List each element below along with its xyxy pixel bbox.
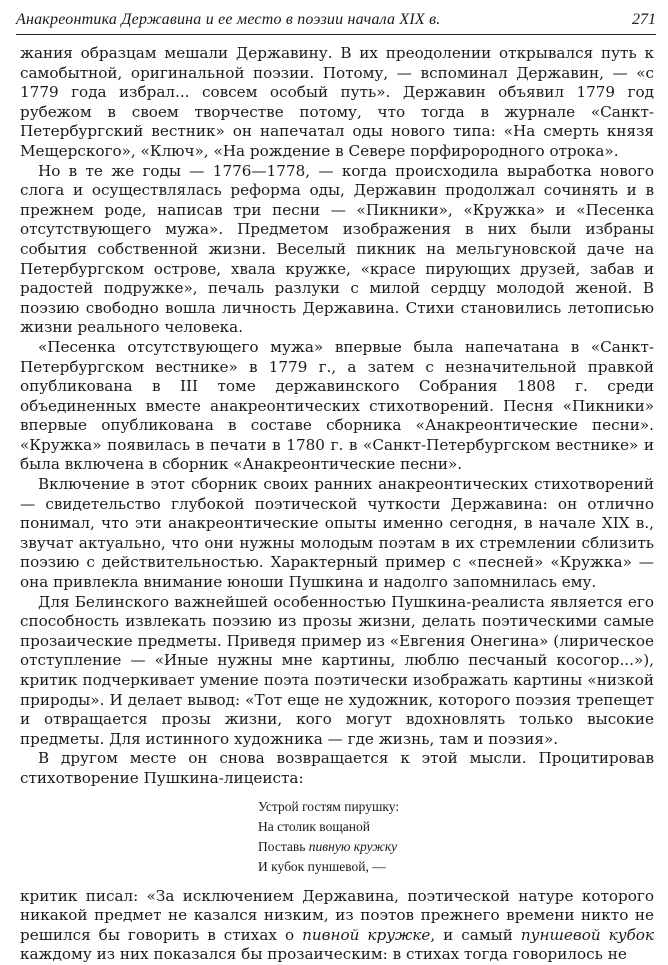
paragraph: Но в те же годы — 1776—1778, — когда происходила выработка нового слога и осуществлялась реформа оды, Державин продолжал сочинять и в прежнем роде, написав три песни — «Пикники», «Кружка» и «Песенка отсутствующего мужа». Предметом изображения в них были избраны события собственной жизни. Веселый пикник на мельгуновской даче на Петербургском острове, хвала кружке, «красе пирующих друзей, забав и радостей подружке», печаль разлуки с милой сердцу молодой женой. В поэзию свободно вошла личность Державина. Стихи становились летописью жизни реального человека. [20,161,654,337]
body-text [20,44,654,965]
verse-line [258,837,654,857]
closing-emphasis: пуншевой кубок [520,925,654,944]
paragraph: Для Белинского важнейшей особенностью Пушкина-реалиста является его способность извлекать поэзию из прозы жизни, делать поэтическими самые прозаические предметы. Приведя пример из «Евгения Онегина» (лирическое отступление — «Иные нужны мне картины, люблю песчаный косогор...»), критик подчеркивает умение поэта поэтически изображать картины «низкой природы». И делает вывод: «Тот еще не художник, которого поэзия трепещет и отвращается прозы жизни, кого могут вдохновлять только высокие предметы. Для истинного художника — где жизнь, там и поэзия». [20,592,654,748]
closing-paragraph [20,887,654,965]
verse-line [258,857,654,877]
verse-text: Устрой гостям пирушку: [258,798,400,814]
page-header [16,6,656,35]
closing-emphasis: пивной кружке [302,925,431,944]
closing-text: каждому из них показался бы прозаическим: в стихах тогда говорилось не [20,945,627,964]
paragraph: «Песенка отсутствующего мужа» впервые была напечатана в «Санкт-Петербургском вестнике» в 1779 г., а затем с незначительной правкой опубликована в III томе державинского Собрания 1808 г. среди объединенных вместе анакреонтических стихотворений. Песня «Пикники» впервые опубликована в составе сборника «Анакреонтические песни». «Кружка» появилась в печати в 1780 г. в «Санкт-Петербургском вестнике» и была включена в сборник «Анакреонтические песни». [20,337,654,474]
paragraph: В другом месте он снова возвращается к этой мысли. Процитировав стихотворение Пушкина-лицеиста: [20,749,654,787]
closing-text: , и самый [430,925,521,944]
verse-text: На столик вощаной [258,818,370,834]
page-number: 271 [632,11,656,28]
paragraph: жания образцам мешали Державину. В их преодолении открывался путь к самобытной, оригинальной поэзии. Потому, — вспоминал Державин, — «с 1779 года избрал... совсем особый путь». Державин объявил 1779 год рубежом в своем творчестве потому, что тогда в журнале «Санкт-Петербургский вестник» он напечатал оды нового типа: «На смерть князя Мещерского», «Ключ», «На рождение в Севере порфирородного отрока». [20,44,654,160]
verse-line [258,797,654,817]
verse-quote [258,797,654,877]
verse-text: И кубок пуншевой, — [258,858,386,874]
paragraph: Включение в этот сборник своих ранних анакреонтических стихотворений — свидетельство глубокой поэтической чуткости Державина: он отлично понимал, что эти анакреонтические опыты именно сегодня, в начале XIX в., звучат актуально, что они нужны молодым поэтам в их стремлении сблизить поэзию с действительностью. Характерный пример с «песней» «Кружка» — она привлекла внимание юноши Пушкина и надолго запомнилась ему. [20,475,654,592]
closing-text: критик писал: «За исключением Державина, поэтической натуре которого никакой предмет не казался низким, из поэтов прежнего времени никто не решился бы говорить в стихах о [20,886,654,944]
verse-text: Поставь [258,838,309,854]
verse-line [258,817,654,837]
running-title: Анакреонтика Державина и ее место в поэзии начала XIX в. [16,11,441,28]
verse-emphasis: пивную кружку [308,838,398,854]
